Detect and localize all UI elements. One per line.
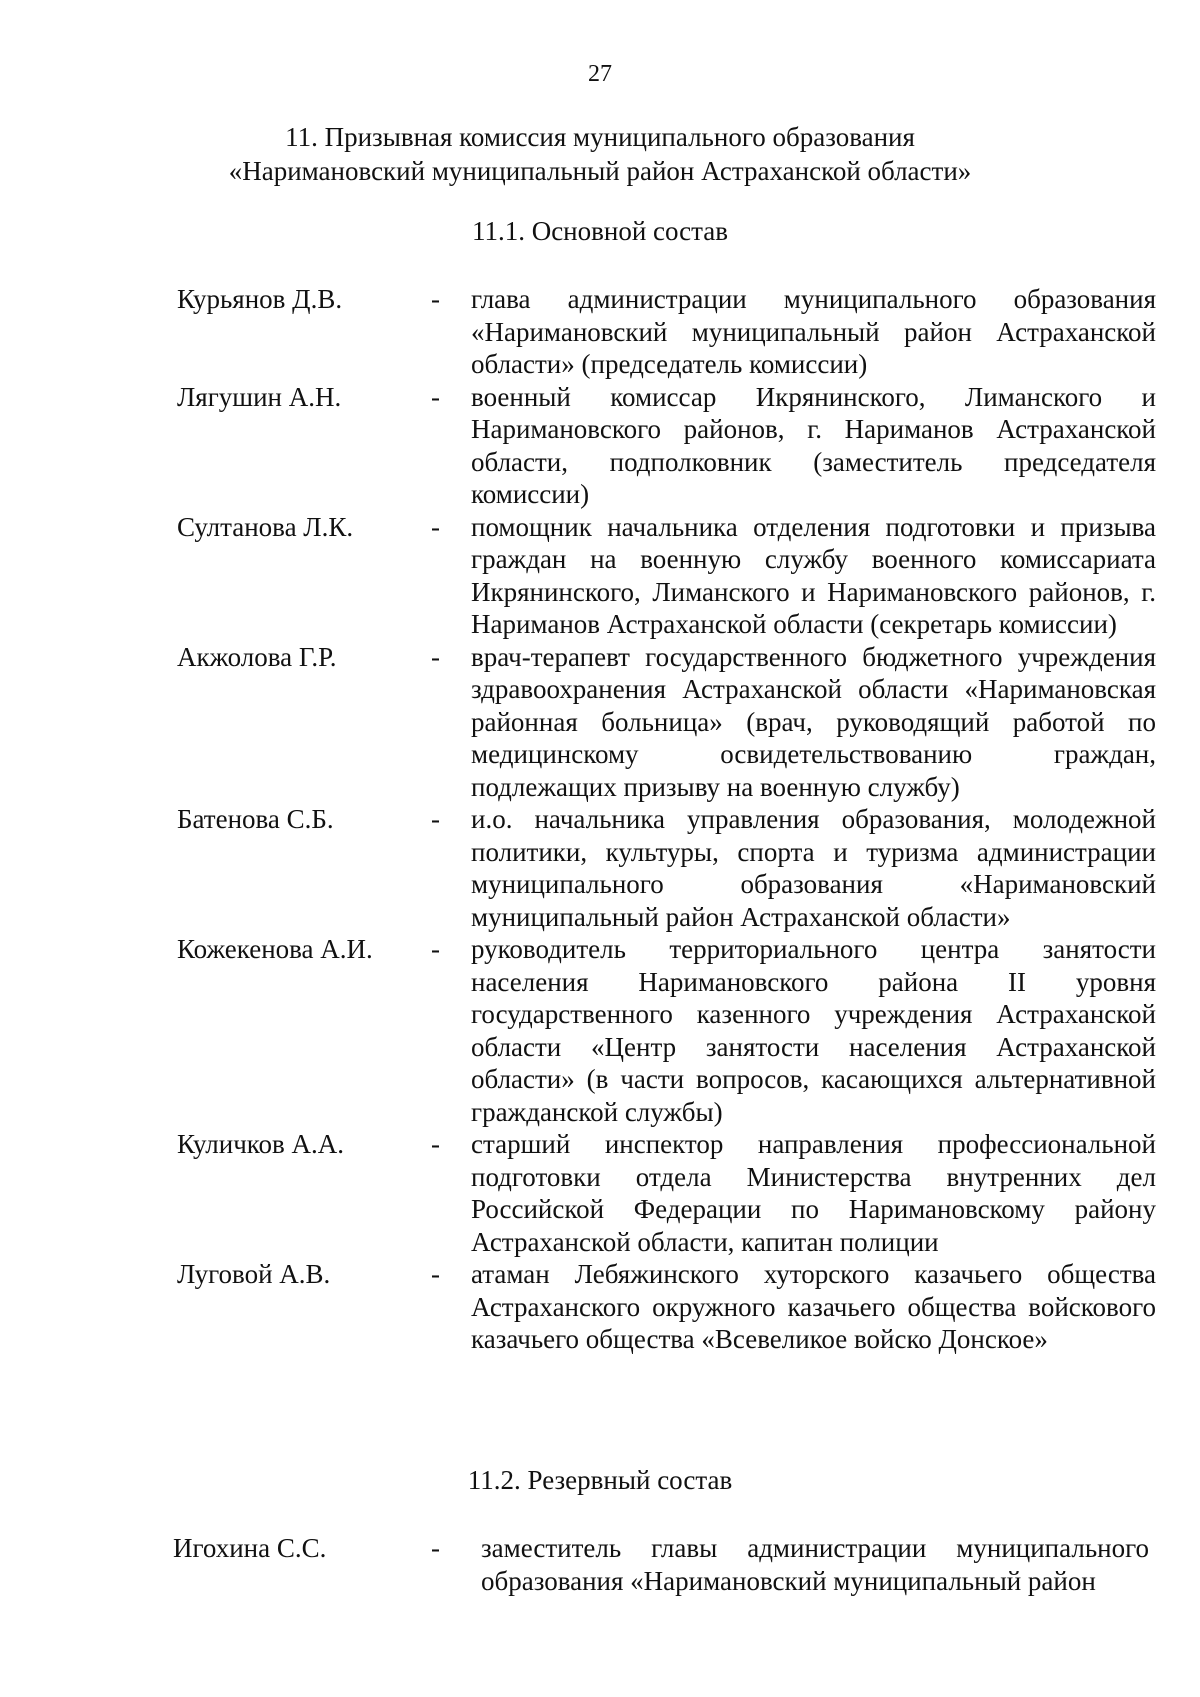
member-entry — [0, 381, 1200, 511]
member-dash: - — [431, 1259, 440, 1289]
member-dash: - — [431, 934, 440, 964]
member-position: и.о. начальника управления образования, молодежной политики, культуры, спорта и туризма администрации муниципального образования «Наримановский муниципальный район Астраханской области» — [471, 804, 1156, 932]
member-entry — [0, 1258, 1200, 1356]
member-dash: - — [431, 1533, 440, 1563]
member-name: Луговой А.В. — [177, 1259, 331, 1289]
member-name: Куличков А.А. — [177, 1129, 345, 1159]
member-position: врач-терапевт государственного бюджетного учреждения здравоохранения Астраханской области «Наримановская районная больница» (врач, руководящий работой по медицинскому освидетельствованию граждан, подлежащих призыву на военную службу) — [471, 641, 1156, 802]
reserve-members-list — [0, 1532, 1200, 1597]
member-dash: - — [431, 381, 440, 412]
member-entry — [0, 511, 1200, 641]
member-entry — [0, 1532, 1200, 1597]
heading-line-1: 11. Призывная комиссия муниципального образования — [285, 122, 915, 152]
member-dash: - — [431, 641, 440, 672]
document-heading — [0, 120, 1200, 188]
reserve-section-title: 11.2. Резервный состав — [467, 1465, 733, 1495]
member-position: атаман Лебяжинского хуторского казачьего общества Астраханского окружного казачьего общества войскового казачьего общества «Всевеликое войско Донское» — [471, 1259, 1156, 1354]
member-name: Акжолова Г.Р. — [177, 641, 337, 672]
member-name: Курьянов Д.В. — [177, 284, 343, 314]
main-section-title: 11.1. Основной состав — [471, 216, 729, 246]
member-entry — [0, 933, 1200, 1128]
member-position: глава администрации муниципального образования «Наримановский муниципальный район Астраханской области» (председатель комиссии) — [471, 284, 1156, 379]
member-position: старший инспектор направления профессиональной подготовки отдела Министерства внутренних дел Российской Федерации по Наримановскому району Астраханской области, капитан полиции — [471, 1129, 1156, 1257]
member-dash: - — [431, 511, 440, 542]
member-name: Батенова С.Б. — [177, 804, 334, 834]
member-name: Игохина С.С. — [173, 1533, 327, 1563]
member-position: помощник начальника отделения подготовки и призыва граждан на военную службу военного комиссариата Икрянинского, Лиманского и Наримановского районов, г. Нариманов Астраханской области (секретарь комиссии) — [471, 511, 1156, 639]
main-members-list — [0, 283, 1200, 1356]
member-name: Кожекенова А.И. — [177, 934, 373, 964]
member-dash: - — [431, 284, 440, 314]
member-position: руководитель территориального центра занятости населения Наримановского района II уровня государственного казенного учреждения Астраханской области «Центр занятости населения Астраханской области» (в части вопросов, касающихся альтернативной гражданской службы) — [471, 934, 1156, 1127]
member-entry — [0, 641, 1200, 804]
page-number: 27 — [588, 61, 612, 87]
member-entry — [0, 803, 1200, 933]
member-position: заместитель главы администрации муниципального образования «Наримановский муниципальный район — [481, 1533, 1149, 1596]
member-entry — [0, 1128, 1200, 1258]
member-position: военный комиссар Икрянинского, Лиманского и Наримановского районов, г. Нариманов Астраханской области, подполковник (заместитель председателя комиссии) — [471, 381, 1156, 509]
member-name: Лягушин А.Н. — [177, 381, 342, 412]
heading-line-2: «Наримановский муниципальный район Астраханской области» — [228, 156, 972, 186]
member-name: Султанова Л.К. — [177, 511, 354, 542]
member-entry — [0, 283, 1200, 381]
member-dash: - — [431, 804, 440, 834]
member-dash: - — [431, 1129, 440, 1159]
